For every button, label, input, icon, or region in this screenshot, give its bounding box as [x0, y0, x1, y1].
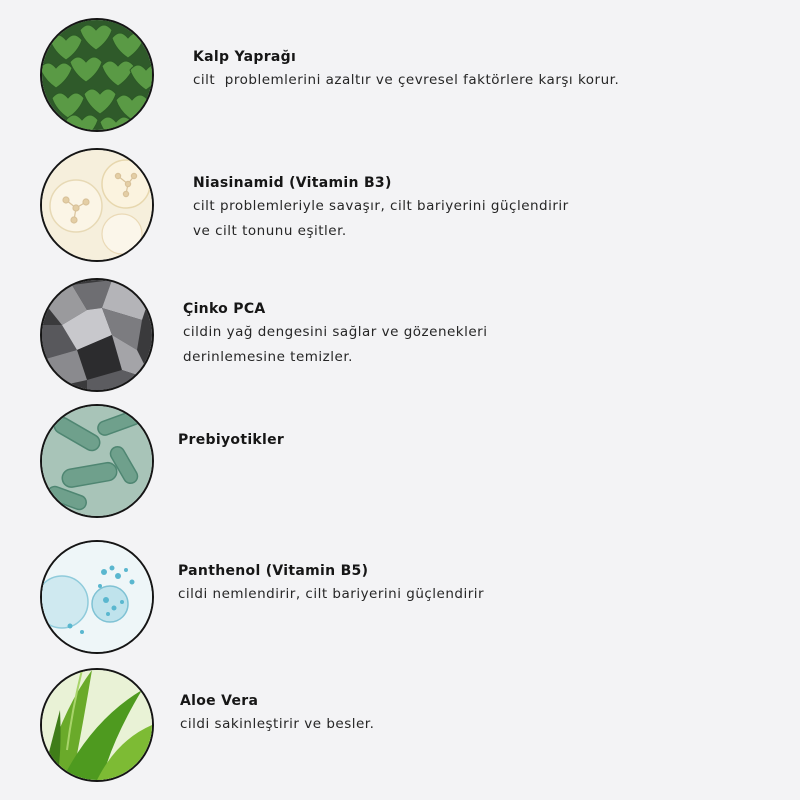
- ingredient-title: Çinko PCA: [183, 301, 266, 317]
- heart-leaf-image: [40, 18, 154, 132]
- ingredient-desc-line: cilt problemlerini azaltır ve çevresel faktörlere karşı korur.: [193, 72, 620, 88]
- heart-leaf-icon: [42, 20, 152, 130]
- ingredient-title: Aloe Vera: [180, 693, 259, 709]
- niacinamide-molecule-image: [40, 148, 154, 262]
- ingredient-text: [178, 429, 284, 451]
- aloe-leaf-icon: [42, 670, 152, 780]
- ingredient-desc-line: cildi sakinleştirir ve besler.: [180, 716, 375, 732]
- ingredient-desc-line: derinlemesine temizler.: [183, 349, 353, 365]
- ingredient-title: Prebiyotikler: [178, 432, 285, 448]
- panthenol-bubbles-image: [40, 540, 154, 654]
- ingredient-desc-line: ve cilt tonunu eşitler.: [193, 223, 347, 239]
- ingredient-title: Panthenol (Vitamin B5): [178, 563, 369, 579]
- ingredient-title: Kalp Yaprağı: [193, 49, 297, 65]
- ingredient-desc-line: cilt problemleriyle savaşır, cilt bariyerini güçlendirir: [193, 198, 569, 214]
- ingredient-text: [193, 46, 619, 93]
- prebiotic-bacteria-image: [40, 404, 154, 518]
- ingredient-desc-line: cildi nemlendirir, cilt bariyerini güçlendirir: [178, 586, 485, 602]
- zinc-mineral-image: [40, 278, 154, 392]
- ingredient-text: [183, 298, 488, 370]
- ingredient-desc-line: cildin yağ dengesini sağlar ve gözenekleri: [183, 324, 488, 340]
- bacteria-icon: [42, 406, 152, 516]
- molecule-icon: [42, 150, 152, 260]
- ingredient-text: [180, 690, 374, 737]
- aloe-vera-image: [40, 668, 154, 782]
- bubbles-icon: [42, 542, 152, 652]
- ingredient-text: [178, 560, 484, 607]
- mineral-icon: [42, 280, 152, 390]
- ingredient-title: Niasinamid (Vitamin B3): [193, 175, 392, 191]
- ingredient-text: [193, 172, 569, 244]
